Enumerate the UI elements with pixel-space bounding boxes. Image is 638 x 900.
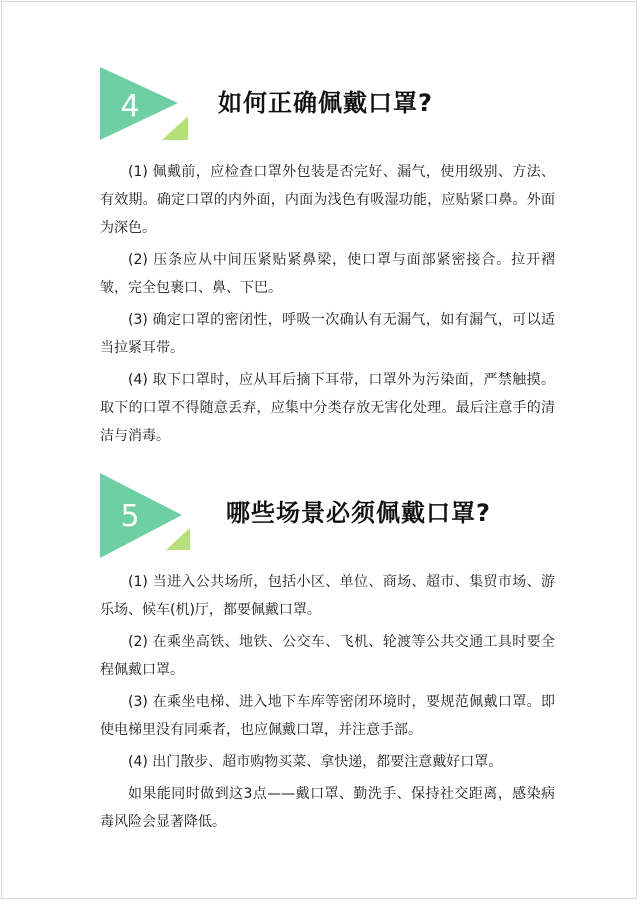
section-number-badge xyxy=(100,62,190,152)
paragraph: 如果能同时做到这3点——戴口罩、勤洗手、保持社交距离，感染病毒风险会显著降低。 xyxy=(100,786,555,830)
paragraph: (1) 当进入公共场所，包括小区、单位、商场、超市、集贸市场、游乐场、候车(机)厅，都要佩戴口罩。 xyxy=(100,574,555,618)
section-body xyxy=(100,568,555,840)
section-title: 如何正确佩戴口罩? xyxy=(218,89,433,117)
section-body xyxy=(100,158,555,454)
paragraph: (4) 取下口罩时，应从耳后摘下耳带，口罩外为污染面，严禁触摸。取下的口罩不得随意丢弃，应集中分类存放无害化处理。最后注意手的清洁与消毒。 xyxy=(100,372,555,444)
section-title: 哪些场景必须佩戴口罩? xyxy=(226,499,491,527)
paragraph: (3) 确定口罩的密闭性，呼吸一次确认有无漏气，如有漏气，可以适当拉紧耳带。 xyxy=(100,312,555,356)
section-number: 4 xyxy=(120,89,140,124)
paragraph: (1) 佩戴前，应检查口罩外包装是否完好、漏气，使用级别、方法、有效期。确定口罩的内外面，内面为浅色有吸湿功能，应贴紧口鼻。外面为深色。 xyxy=(100,164,555,236)
paragraph: (2) 压条应从中间压紧贴紧鼻梁，使口罩与面部紧密接合。拉开褶皱，完全包裹口、鼻、下巴。 xyxy=(100,252,555,296)
paragraph: (2) 在乘坐高铁、地铁、公交车、飞机、轮渡等公共交通工具时要全程佩戴口罩。 xyxy=(100,634,555,678)
paragraph: (4) 出门散步、超市购物买菜、拿快递，都要注意戴好口罩。 xyxy=(128,754,503,770)
section-number: 5 xyxy=(120,499,140,534)
paragraph: (3) 在乘坐电梯、进入地下车库等密闭环境时，要规范佩戴口罩。即使电梯里没有同乘者，也应佩戴口罩，并注意手部。 xyxy=(100,694,555,738)
section-number-badge xyxy=(100,468,190,558)
